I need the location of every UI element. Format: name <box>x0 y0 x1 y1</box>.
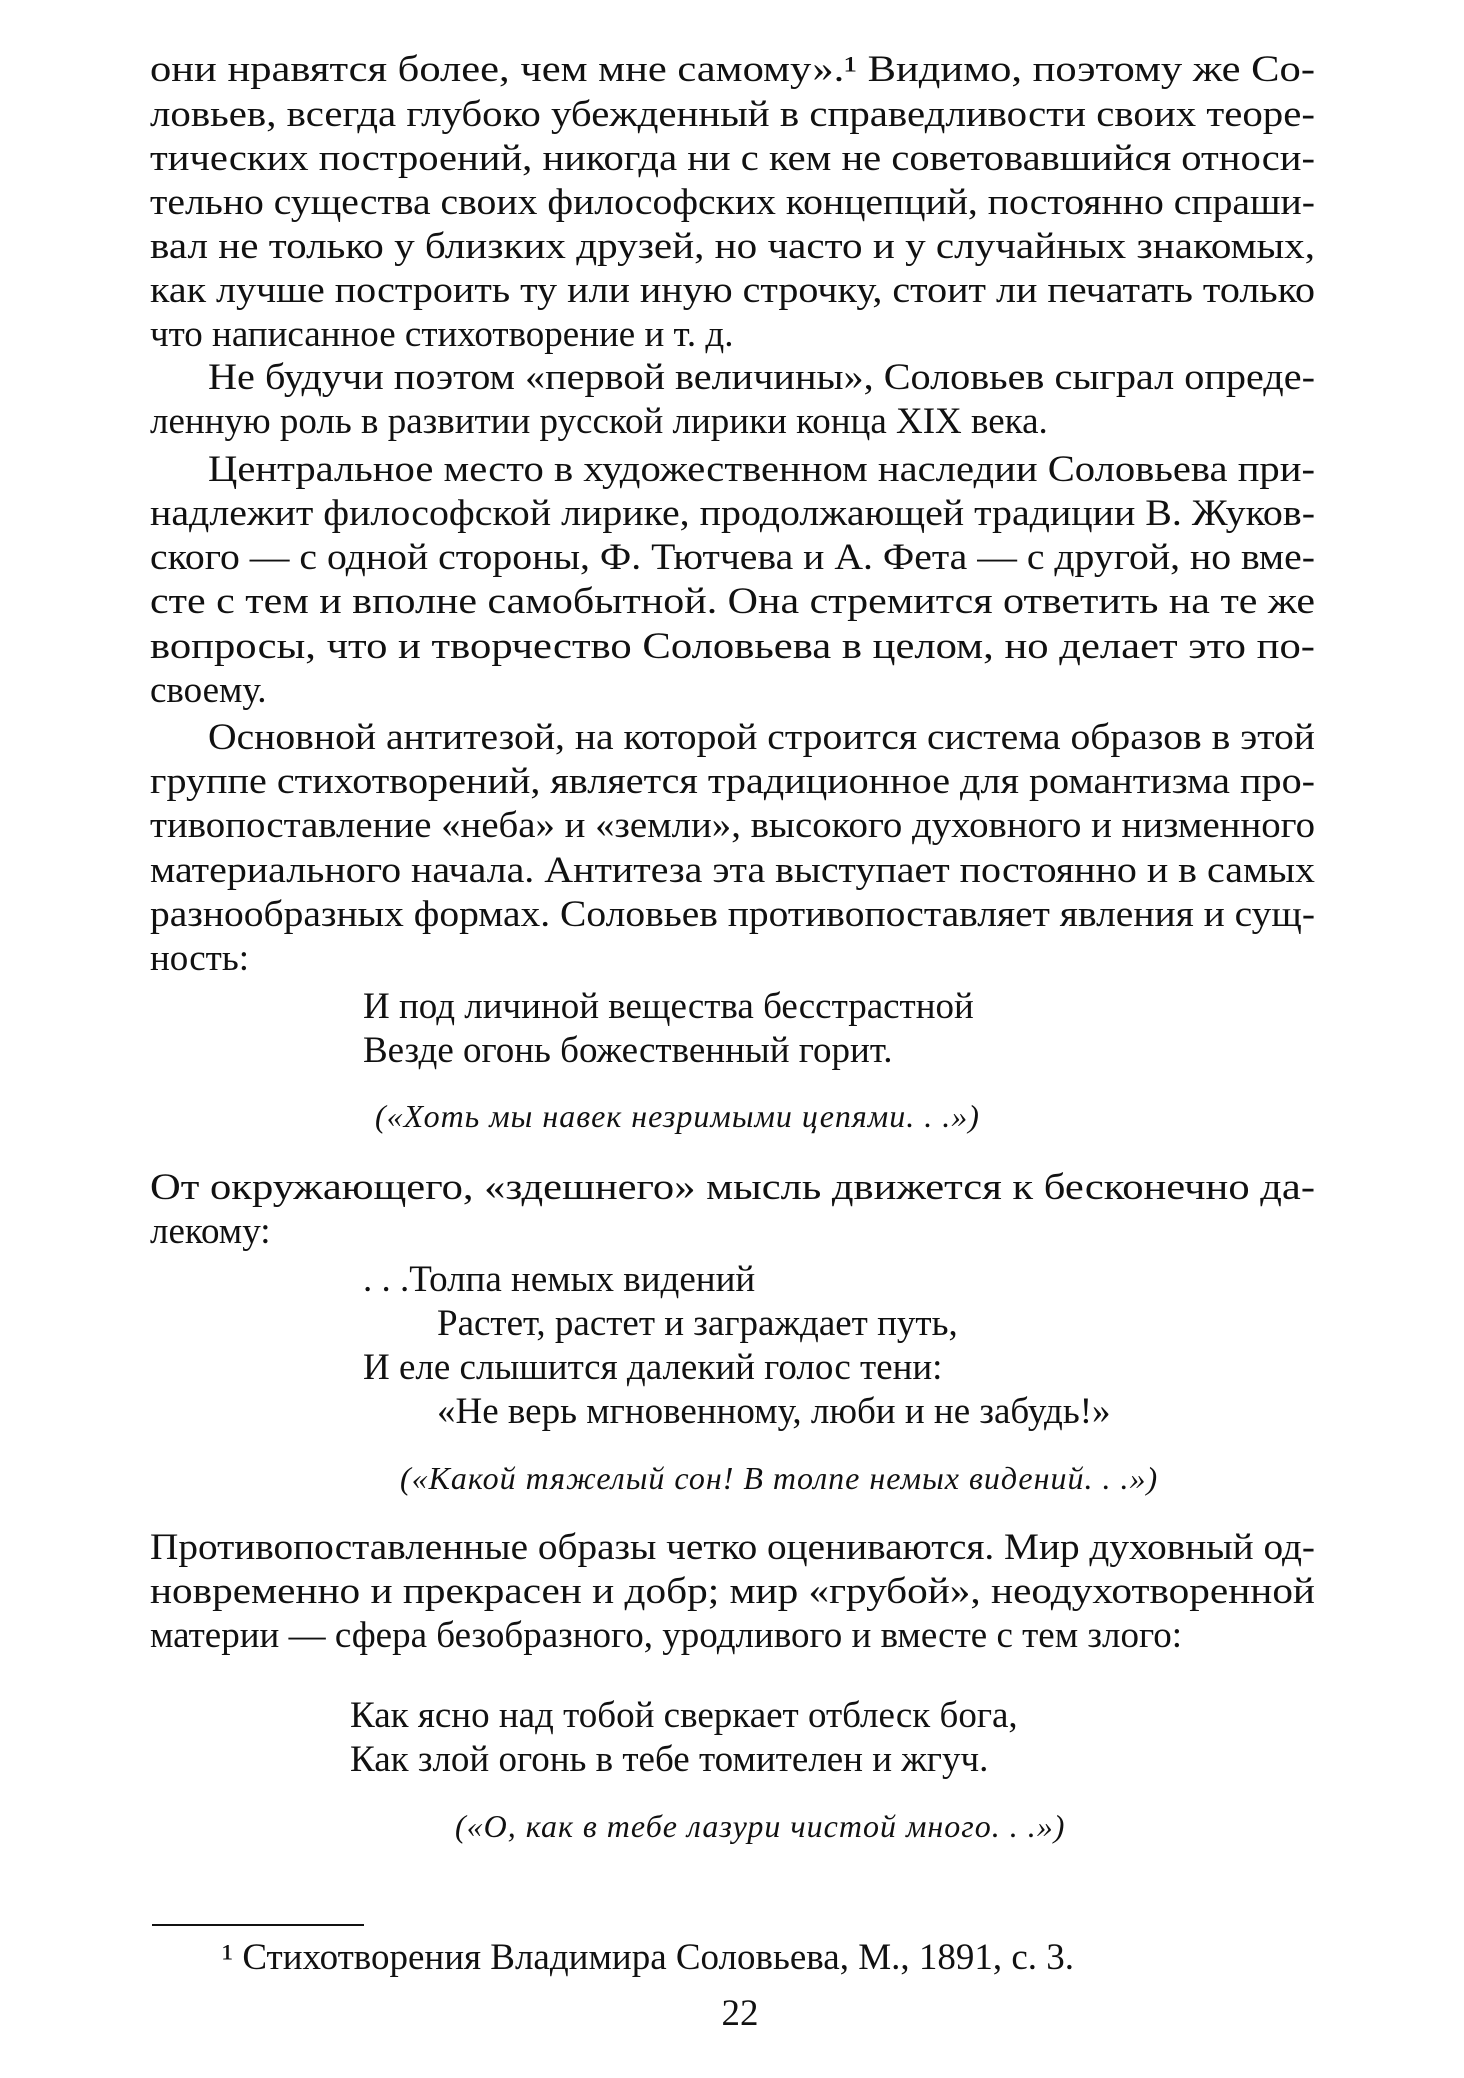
text-line: Основной антитезой, на которой строится система образов в этой <box>208 717 1315 758</box>
page-number: 22 <box>721 1993 759 2034</box>
text-line: лекому: <box>150 1211 271 1252</box>
text-line: вал не только у близких друзей, но часто и у случайных знакомых, <box>150 226 1315 267</box>
poem-verse-line: . . .Толпа немых видений <box>363 1259 756 1300</box>
text-line: ленную роль в развитии русской лирики конца XIX века. <box>150 401 1048 442</box>
text-line: материи — сфера безобразного, уродливого и вместе с тем злого: <box>150 1615 1182 1656</box>
poem-verse-line: Как злой огонь в тебе томителен и жгуч. <box>350 1739 989 1780</box>
text-line: Противопоставленные образы четко оцениваются. Мир духовный од- <box>150 1527 1315 1568</box>
poem-verse-line: И под личиной вещества бесстрастной <box>363 986 974 1027</box>
text-line: сте с тем и вполне самобытной. Она стремится ответить на те же <box>150 581 1315 622</box>
poem-verse-line: Везде огонь божественный горит. <box>363 1030 893 1071</box>
text-line: тивопоставление «неба» и «земли», высокого духовного и низменного <box>150 805 1315 846</box>
footnote-rule <box>152 1924 364 1926</box>
text-line: как лучше построить ту или иную строчку, стоит ли печатать только <box>150 270 1315 311</box>
text-line: своему. <box>150 670 267 711</box>
poem-source-caption: («О, как в тебе лазури чистой много. . .») <box>455 1808 1066 1844</box>
poem-verse-line: Как ясно над тобой сверкает отблеск бога, <box>350 1695 1018 1736</box>
footnote: ¹ Стихотворения Владимира Соловьева, М., 1891, с. 3. <box>222 1937 1075 1978</box>
text-line: ловьев, всегда глубоко убежденный в справедливости своих теоре- <box>150 94 1315 135</box>
text-line: что написанное стихотворение и т. д. <box>150 314 734 355</box>
poem-verse-line: Растет, растет и заграждает путь, <box>437 1303 958 1344</box>
poem-verse-line: И еле слышится далекий голос тени: <box>363 1347 943 1388</box>
text-line: тельно существа своих философских концепций, постоянно спраши- <box>150 182 1315 223</box>
text-line: От окружающего, «здешнего» мысль движется к бесконечно да- <box>150 1167 1315 1208</box>
text-line: материального начала. Антитеза эта выступает постоянно и в самых <box>150 850 1315 891</box>
text-line: Не будучи поэтом «первой величины», Соловьев сыграл опреде- <box>208 357 1315 398</box>
text-line: группе стихотворений, является традиционное для романтизма про- <box>150 761 1315 802</box>
text-line: надлежит философской лирике, продолжающей традиции В. Жуков- <box>150 493 1315 534</box>
text-line: они нравятся более, чем мне самому».¹ Видимо, поэтому же Со- <box>150 49 1315 90</box>
poem-verse-line: «Не верь мгновенному, люби и не забудь!» <box>437 1391 1111 1432</box>
text-line: разнообразных формах. Соловьев противопоставляет явления и сущ- <box>150 894 1315 935</box>
poem-source-caption: («Какой тяжелый сон! В толпе немых видений. . .») <box>400 1460 1159 1496</box>
text-line: новременно и прекрасен и добр; мир «грубой», неодухотворенной <box>150 1571 1315 1612</box>
text-line: вопросы, что и творчество Соловьева в целом, но делает это по- <box>150 626 1315 667</box>
text-line: Центральное место в художественном наследии Соловьева при- <box>208 449 1315 490</box>
text-line: ского — с одной стороны, Ф. Тютчева и А. Фета — с другой, но вме- <box>150 537 1315 578</box>
text-line: тических построений, никогда ни с кем не советовавшийся относи- <box>150 138 1315 179</box>
poem-source-caption: («Хоть мы навек незримыми цепями. . .») <box>375 1098 980 1134</box>
text-line: ность: <box>150 938 249 979</box>
